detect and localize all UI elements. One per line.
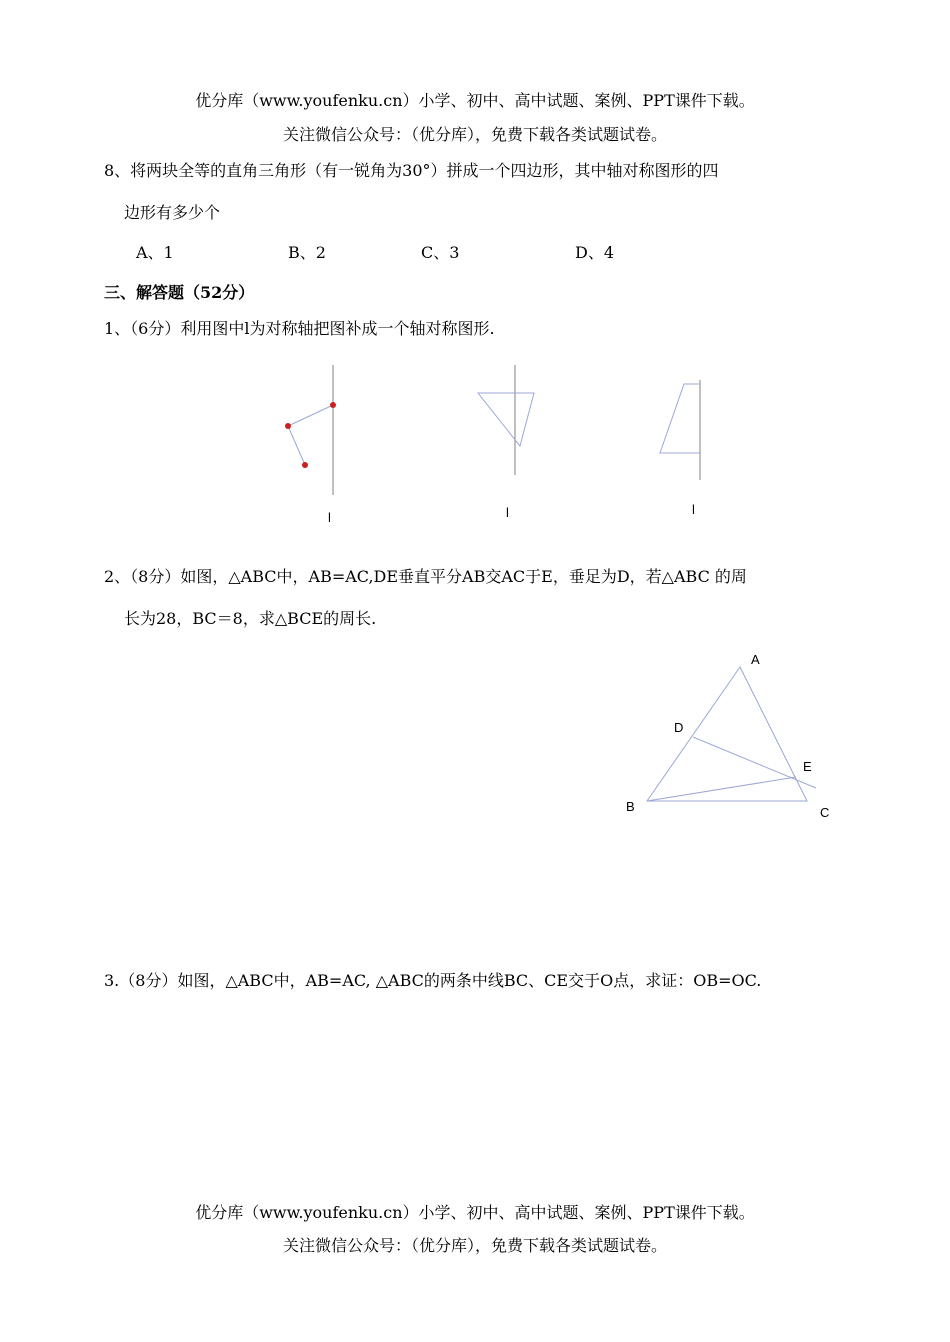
axis-label-3: l (692, 502, 695, 517)
header-line-1: 优分库（www.youfenku.cn）小学、初中、高中试题、案例、PPT课件下载。 (195, 91, 755, 110)
p2-text-line-1: 2、（8分）如图，△ABC中，AB=AC,DE垂直平分AB交AC于E，垂足为D，若△ABC 的周 (104, 567, 747, 586)
q8-option-c: C、3 (421, 243, 460, 262)
point-1 (330, 402, 336, 408)
p1-text: 1、（6分）利用图中l为对称轴把图补成一个轴对称图形. (104, 319, 495, 338)
triangle-shape (478, 393, 534, 446)
p1-figure-3 (650, 360, 720, 490)
axis-label-2: l (506, 505, 509, 520)
footer-line-2: 关注微信公众号：（优分库），免费下载各类试题试卷。 (282, 1236, 667, 1255)
label-d: D (674, 720, 684, 735)
label-e: E (803, 759, 812, 774)
triangle-abc (647, 667, 807, 801)
point-3 (302, 462, 308, 468)
segment-be (647, 777, 796, 801)
section-3-title: 三、解答题（52分） (104, 283, 255, 302)
p3-text: 3.（8分）如图，△ABC中，AB=AC, △ABC的两条中线BC、CE交于O点，求证：OB=OC. (104, 971, 762, 990)
header-line-2: 关注微信公众号：（优分库），免费下载各类试题试卷。 (282, 125, 667, 144)
label-b: B (626, 799, 635, 814)
q8-option-d: D、4 (575, 243, 615, 262)
p1-figure-2 (470, 360, 550, 490)
label-a: A (751, 652, 760, 667)
p2-text-line-2: 长为28，BC＝8，求△BCE的周长. (124, 609, 377, 628)
p2-triangle-figure (600, 640, 840, 830)
p1-figure-1 (270, 360, 360, 500)
footer-line-1: 优分库（www.youfenku.cn）小学、初中、高中试题、案例、PPT课件下载。 (195, 1203, 755, 1222)
segment-de (693, 737, 816, 788)
broken-line-segment (288, 405, 333, 465)
axis-label-1: l (328, 510, 331, 525)
q8-text-line-2: 边形有多少个 (124, 203, 221, 222)
point-2 (285, 423, 291, 429)
trapezoid-shape (660, 384, 700, 453)
label-c: C (820, 805, 830, 820)
q8-option-a: A、1 (136, 243, 174, 262)
q8-text-line-1: 8、将两块全等的直角三角形（有一锐角为30°）拼成一个四边形，其中轴对称图形的四 (104, 161, 719, 180)
q8-option-b: B、2 (288, 243, 326, 262)
